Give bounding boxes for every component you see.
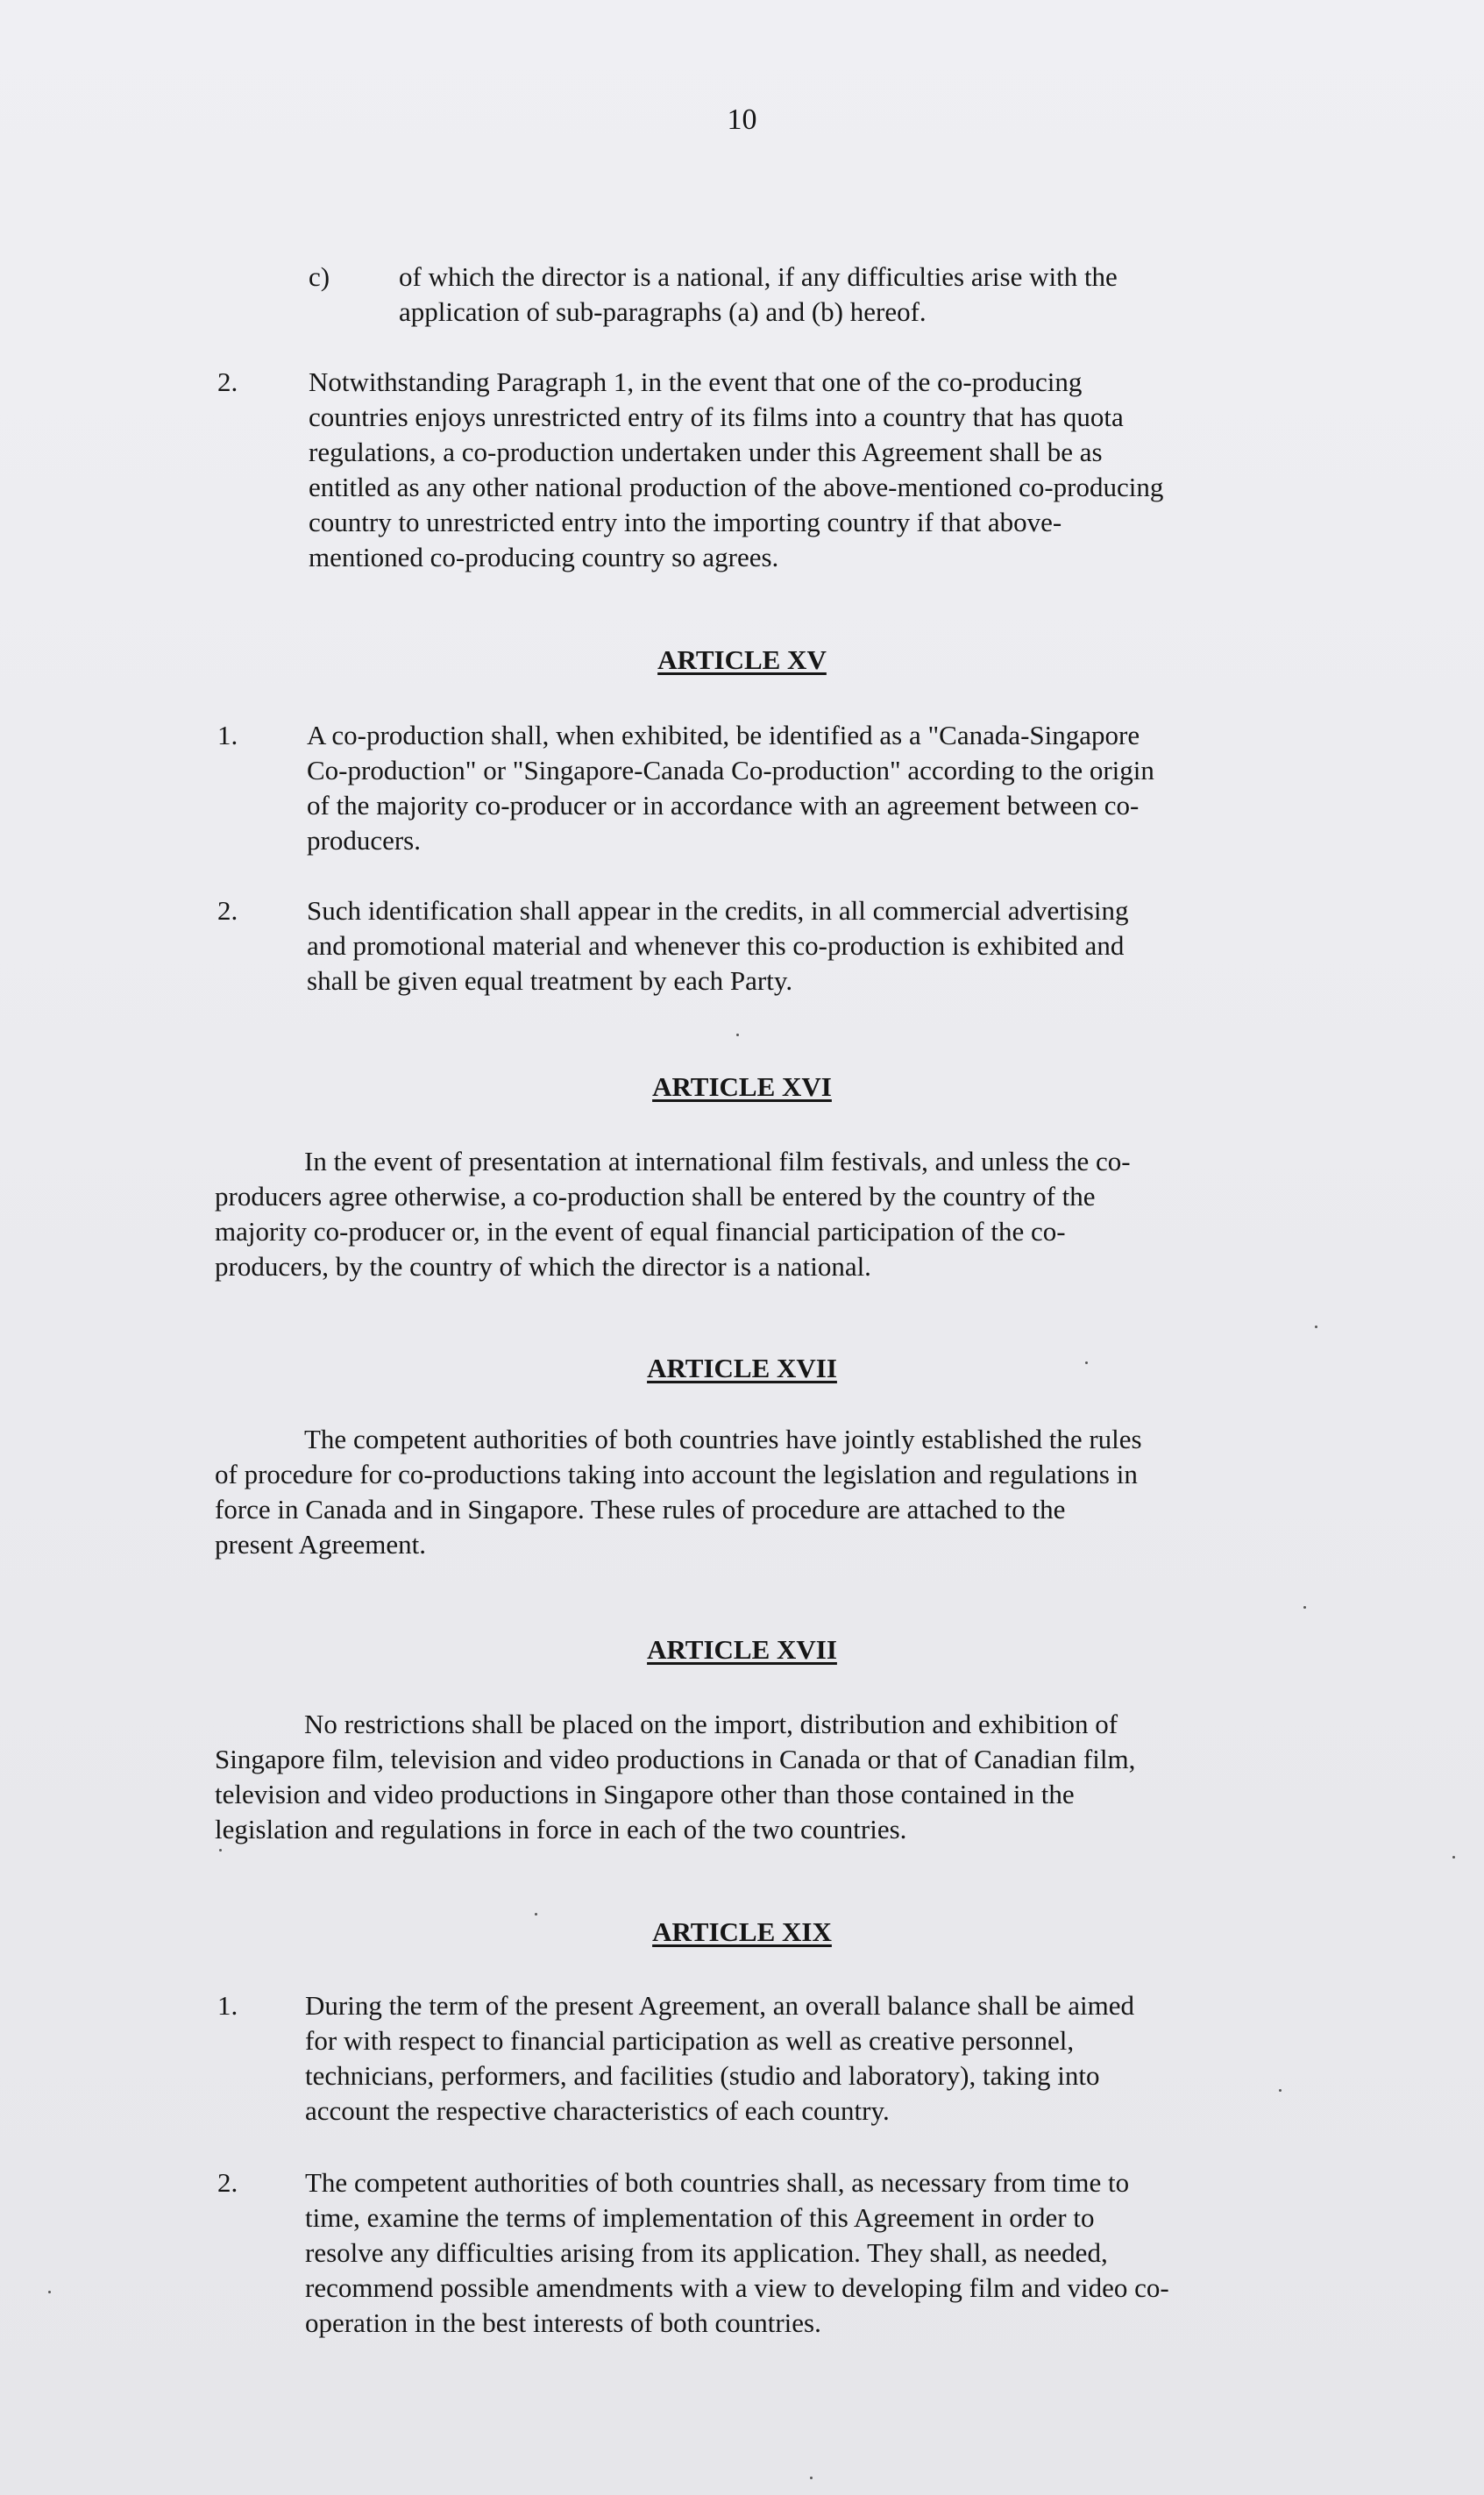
article-xviii-paragraph <box>215 1707 1354 1847</box>
text-line: producers agree otherwise, a co-production shall be entered by the country of the <box>215 1181 1096 1212</box>
text-line: of which the director is a national, if any difficulties arise with the <box>399 261 1118 292</box>
item-marker: c) <box>309 261 330 292</box>
text-line: producers, by the country of which the director is a national. <box>215 1251 871 1282</box>
text-line: The competent authorities of both countries shall, as necessary from time to <box>305 2167 1130 2198</box>
article-xviii-heading: ARTICLE XVII <box>647 1634 837 1665</box>
text-line: Singapore film, television and video productions in Canada or that of Canadian film, <box>215 1744 1136 1774</box>
text-line: legislation and regulations in force in each of the two countries. <box>215 1814 907 1845</box>
item-marker: 2. <box>217 366 238 397</box>
item-marker: 1. <box>217 720 238 750</box>
text-line: countries enjoys unrestricted entry of its films into a country that has quota <box>309 402 1124 432</box>
text-line: of the majority co-producer or in accordance with an agreement between co- <box>307 790 1140 821</box>
item-body <box>305 2165 1169 2341</box>
text-line: No restrictions shall be placed on the import, distribution and exhibition of <box>304 1709 1118 1739</box>
scan-speck <box>219 1849 222 1852</box>
scan-speck <box>810 2477 813 2479</box>
item-body <box>307 718 1154 858</box>
text-line: force in Canada and in Singapore. These rules of procedure are attached to the <box>215 1494 1066 1525</box>
text-line: In the event of presentation at international film festivals, and unless the co- <box>304 1146 1131 1176</box>
article-xvii-heading: ARTICLE XVII <box>647 1353 837 1383</box>
item-body <box>309 365 1163 575</box>
item-body <box>399 259 1118 330</box>
text-line: entitled as any other national production of the above-mentioned co-producing <box>309 472 1164 502</box>
scan-speck <box>736 1034 739 1036</box>
scan-speck <box>535 1913 537 1916</box>
text-line: account the respective characteristics of each country. <box>305 2095 890 2126</box>
article-xvii-paragraph <box>215 1422 1354 1562</box>
text-line: Co-production" or "Singapore-Canada Co-production" according to the origin <box>307 755 1154 785</box>
text-line: producers. <box>307 825 421 856</box>
text-line: During the term of the present Agreement, an overall balance shall be aimed <box>305 1990 1134 2021</box>
item-marker: 2. <box>217 2167 238 2198</box>
item-marker: 1. <box>217 1990 238 2021</box>
text-line: majority co-producer or, in the event of equal financial participation of the co- <box>215 1216 1066 1247</box>
article-xv-heading: ARTICLE XV <box>657 644 827 675</box>
text-line: resolve any difficulties arising from its application. They shall, as needed, <box>305 2237 1108 2268</box>
article-xvi-paragraph <box>215 1144 1354 1284</box>
scan-speck <box>48 2291 51 2293</box>
item-body <box>307 893 1128 999</box>
article-xvi-heading: ARTICLE XVI <box>652 1071 832 1102</box>
text-line: technicians, performers, and facilities (studio and laboratory), taking into <box>305 2060 1100 2091</box>
item-body <box>305 1988 1134 2129</box>
scan-speck <box>1303 1606 1306 1609</box>
scan-speck <box>1452 1856 1455 1859</box>
page-number: 10 <box>727 103 757 136</box>
text-line: television and video productions in Singapore other than those contained in the <box>215 1779 1075 1809</box>
scan-speck <box>1279 2089 1282 2092</box>
text-line: Such identification shall appear in the credits, in all commercial advertising <box>307 895 1129 926</box>
text-line: shall be given equal treatment by each Party. <box>307 965 793 996</box>
text-line: operation in the best interests of both countries. <box>305 2307 821 2338</box>
item-marker: 2. <box>217 895 238 926</box>
text-line: time, examine the terms of implementation of this Agreement in order to <box>305 2202 1095 2233</box>
text-line: mentioned co-producing country so agrees. <box>309 542 779 572</box>
text-line: The competent authorities of both countries have jointly established the rules <box>304 1424 1142 1454</box>
scan-speck <box>1315 1326 1317 1328</box>
text-line: A co-production shall, when exhibited, be identified as a "Canada-Singapore <box>307 720 1140 750</box>
article-xix-heading: ARTICLE XIX <box>652 1916 832 1947</box>
text-line: for with respect to financial participation as well as creative personnel, <box>305 2025 1075 2056</box>
text-line: recommend possible amendments with a view to developing film and video co- <box>305 2272 1169 2303</box>
text-line: Notwithstanding Paragraph 1, in the event that one of the co-producing <box>309 366 1083 397</box>
text-line: application of sub-paragraphs (a) and (b) hereof. <box>399 296 927 327</box>
scan-speck <box>1085 1361 1088 1364</box>
text-line: regulations, a co-production undertaken under this Agreement shall be as <box>309 437 1103 467</box>
text-line: and promotional material and whenever this co-production is exhibited and <box>307 930 1125 961</box>
text-line: country to unrestricted entry into the importing country if that above- <box>309 507 1062 537</box>
text-line: present Agreement. <box>215 1529 427 1560</box>
text-line: of procedure for co-productions taking into account the legislation and regulations in <box>215 1459 1138 1489</box>
